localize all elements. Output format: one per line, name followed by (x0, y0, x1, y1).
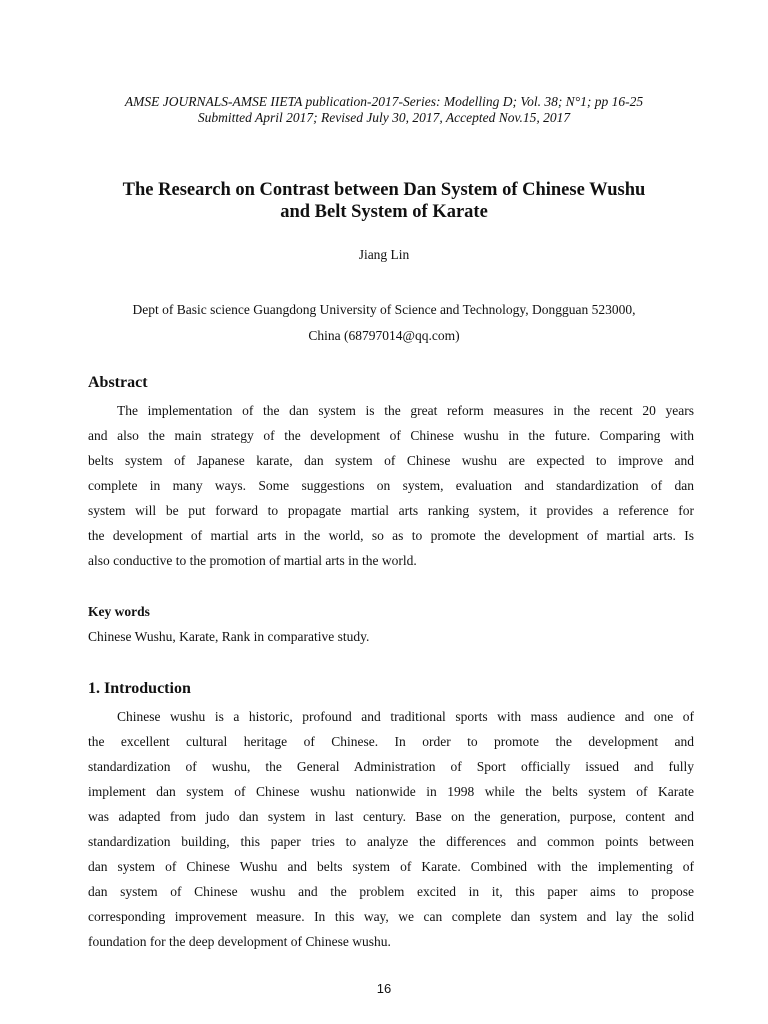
abstract-line: and also the main strategy of the development of Chinese wushu in the future. Comparing with (88, 428, 694, 443)
affiliation-line-1: Dept of Basic science Guangdong University of Science and Technology, Dongguan 523000, (132, 302, 636, 317)
paper-title-line-1: The Research on Contrast between Dan System of Chinese Wushu (122, 180, 646, 200)
abstract-line: also conductive to the promotion of martial arts in the world. (88, 553, 417, 568)
submission-dates-line: Submitted April 2017; Revised July 30, 2017, Accepted Nov.15, 2017 (197, 110, 571, 125)
abstract-line: complete in many ways. Some suggestions on system, evaluation and standardization of dan (88, 478, 694, 493)
keywords-text: Chinese Wushu, Karate, Rank in comparative study. (88, 629, 370, 644)
paper-title-line-2: and Belt System of Karate (280, 202, 488, 222)
introduction-line: foundation for the deep development of Chinese wushu. (88, 934, 391, 949)
abstract-line: belts system of Japanese karate, dan system of Chinese wushu are expected to improve and (88, 453, 694, 468)
introduction-line: dan system of Chinese Wushu and belts system of Karate. Combined with the implementing of (88, 859, 694, 874)
author-affiliation (0, 297, 768, 349)
abstract-paragraph (88, 398, 694, 573)
introduction-line: standardization of wushu, the General Administration of Sport officially issued and fully (88, 759, 694, 774)
journal-citation-line: AMSE JOURNALS-AMSE IIETA publication-2017-Series: Modelling D; Vol. 38; N°1; pp 16-25 (124, 94, 644, 109)
paper-title (0, 179, 768, 223)
journal-header (0, 94, 768, 126)
introduction-line: Chinese wushu is a historic, profound and traditional sports with mass audience and one of (117, 709, 694, 724)
keywords-heading: Key words (88, 604, 150, 619)
introduction-line: implement dan system of Chinese wushu nationwide in 1998 while the belts system of Karate (88, 784, 694, 799)
introduction-line: standardization building, this paper tries to analyze the differences and common points between (88, 834, 694, 849)
introduction-paragraph (88, 704, 694, 954)
introduction-line: the excellent cultural heritage of Chinese. In order to promote the development and (88, 734, 694, 749)
introduction-line: was adapted from judo dan system in last century. Base on the generation, purpose, content and (88, 809, 694, 824)
page-number: 16 (376, 981, 392, 996)
author-name: Jiang Lin (358, 247, 410, 262)
abstract-line: The implementation of the dan system is the great reform measures in the recent 20 years (117, 403, 694, 418)
abstract-line: system will be put forward to propagate martial arts ranking system, it provides a reference for (88, 503, 694, 518)
introduction-line: dan system of Chinese wushu and the problem excited in it, this paper aims to propose (88, 884, 694, 899)
abstract-line: the development of martial arts in the world, so as to promote the development of martial arts. Is (88, 528, 694, 543)
abstract-heading: Abstract (88, 374, 148, 391)
affiliation-line-2: China (68797014@qq.com) (308, 328, 460, 343)
introduction-line: corresponding improvement measure. In this way, we can complete dan system and lay the solid (88, 909, 694, 924)
introduction-heading: 1. Introduction (88, 680, 191, 697)
